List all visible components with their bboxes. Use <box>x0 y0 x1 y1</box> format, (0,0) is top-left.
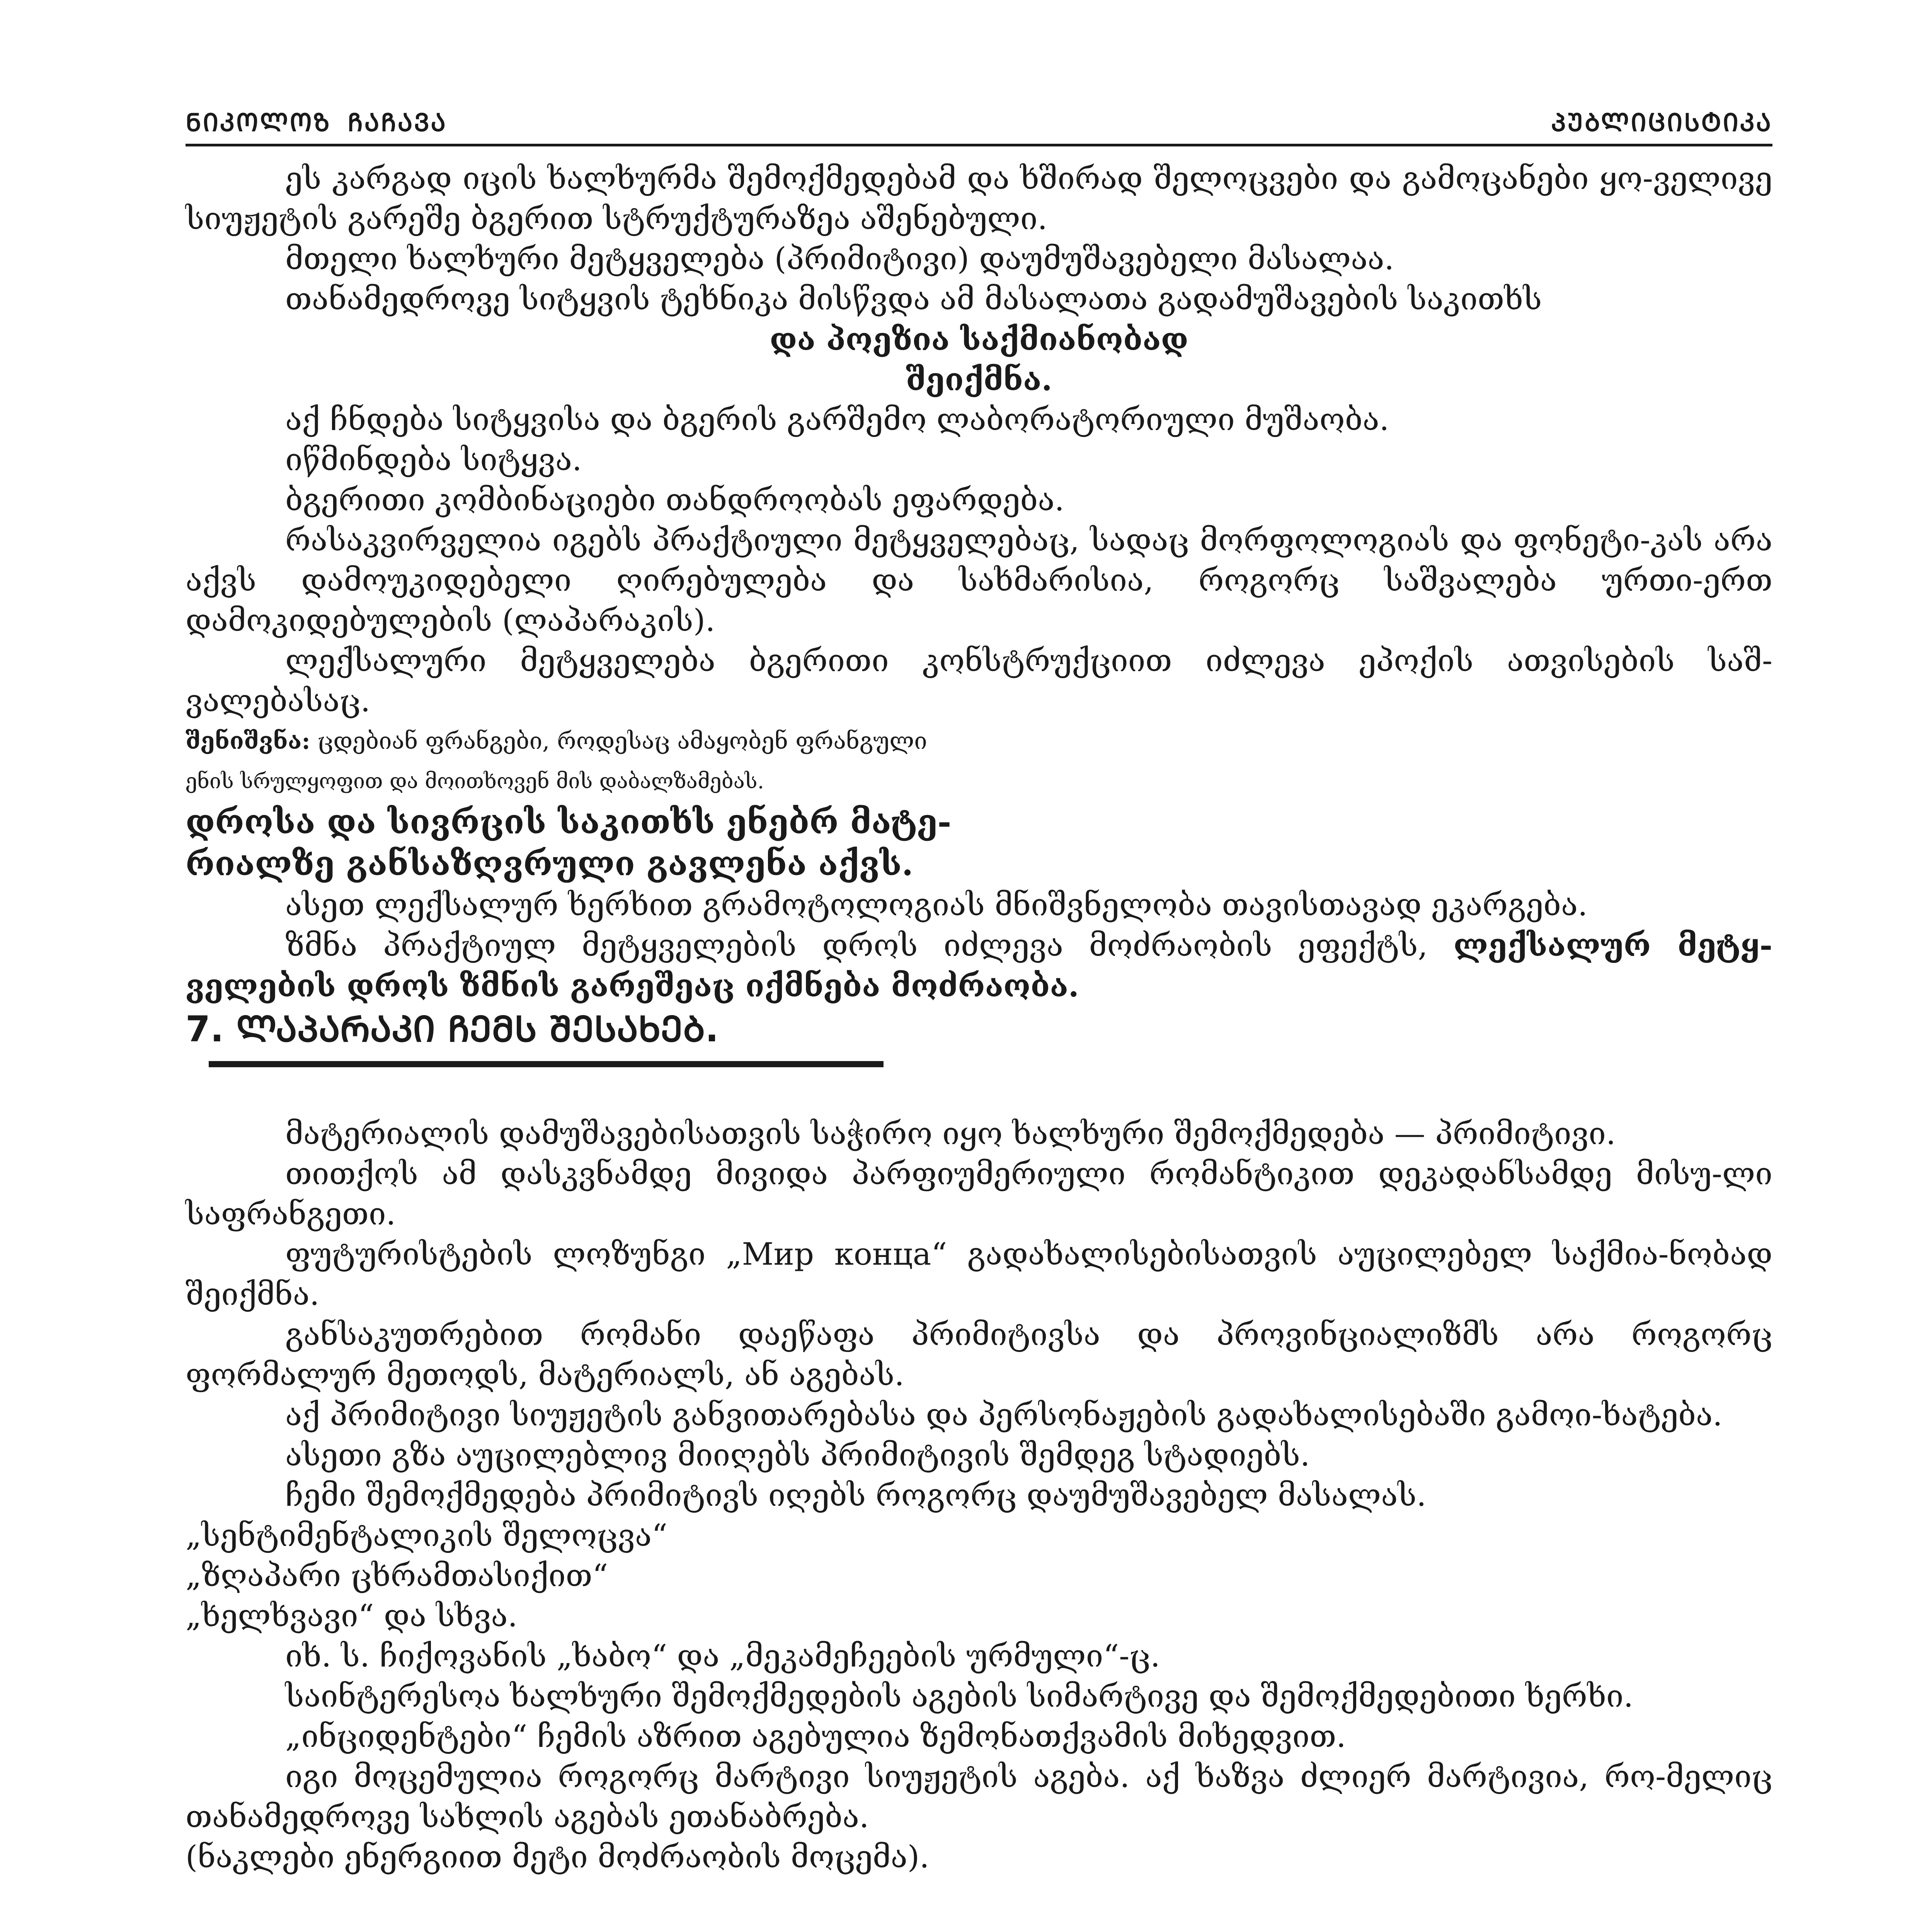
paragraph-bold-part: ლექსალურ მეტყ-ველების დროს ზმნის გარეშეაც იქმნება მოძრაობა. <box>186 927 1772 1004</box>
bold-centered-line: შეიქმნა. <box>906 361 1052 398</box>
note-label: შენიშვნა: <box>186 728 310 755</box>
paragraph-normal-part: ზმნა პრაქტიულ მეტყველების დროს იძლევა მოძრაობის ეფექტს, <box>285 927 1428 963</box>
note-text: ცდებიან ფრანგები, როდესაც ამაყობენ ფრანგული <box>317 728 927 755</box>
quoted-title: „ზღაპარი ცხრამთასიქით“ <box>186 1558 608 1594</box>
quoted-title: „სენტიმენტალიკის შელოცვა“ <box>186 1517 668 1553</box>
paragraph: რასაკვირველია იგებს პრაქტიული მეტყველებაც, სადაც მორფოლოგიას და ფონეტი-კას არა აქვს დამოუკიდებელი ღირებულება და სახმარისია, როგორც საშვალება ურთი-ერთ დამოკიდებულების (ლაპარაკის). <box>186 522 1772 638</box>
paragraph: მატერიალის დამუშავებისათვის საჭირო იყო ხალხური შემოქმედება — პრიმიტივი. <box>285 1116 1616 1151</box>
paragraph: განსაკუთრებით რომანი დაეწაფა პრიმიტივსა და პროვინციალიზმს არა როგორც ფორმალურ მეთოდს, მატერიალს, ან აგებას. <box>186 1316 1772 1393</box>
note <box>186 721 1772 761</box>
paragraph: „ინციდენტები“ ჩემის აზრით აგებულია ზემონათქვამის მიხედვით. <box>285 1718 1346 1754</box>
paragraph: ჩემი შემოქმედება პრიმიტივს იღებს როგორც დაუმუშავებელ მასალას. <box>285 1477 1427 1513</box>
paragraph: იხ. ს. ჩიქოვანის „ხაბო“ და „მეკამეჩეების ურმული“-ც. <box>285 1638 1160 1674</box>
paragraph: ასეთ ლექსალურ ხერხით გრამოტოლოგიას მნიშვნელობა თავისთავად ეკარგება. <box>285 887 1588 923</box>
note-text-line2: ენის სრულყოფით და მოითხოვენ მის დაბალზამებას. <box>186 769 764 793</box>
note-bold-line: დროსა და სივრცის საკითხს ენებრ მატე- <box>186 803 952 842</box>
paragraph: აქ ჩნდება სიტყვისა და ბგერის გარშემო ლაბორატორიული მუშაობა. <box>285 401 1389 437</box>
section-heading: 7. ᲚᲐᲞᲐᲠᲐᲙᲘ ᲩᲔᲛᲡ ᲨᲔᲡᲐᲮᲔᲑ. <box>186 1009 719 1050</box>
paragraph: საინტერესოა ხალხური შემოქმედების აგების სიმარტივე და შემოქმედებითი ხერხი. <box>285 1678 1634 1714</box>
bold-centered-line: და პოეზია საქმიანობად <box>770 321 1188 357</box>
paragraph: ფუტურისტების ლოზუნგი „Мир конца“ გადახალისებისათვის აუცილებელ საქმია-ნობად შეიქმნა. <box>186 1236 1772 1312</box>
quoted-title: „ხელხვავი“ და სხვა. <box>186 1598 518 1634</box>
paragraph: ლექსალური მეტყველება ბგერითი კონსტრუქციით იძლევა ეპოქის ათვისების საშ-ვალებასაც. <box>186 643 1772 719</box>
header-section: ᲞᲣᲑᲚᲘᲪᲘᲡᲢᲘᲙᲐ <box>1551 109 1772 137</box>
paragraph: თანამედროვე სიტყვის ტეხნიკა მისწვდა ამ მასალათა გადამუშავების საკითხს <box>285 281 1542 317</box>
paragraph: იწმინდება სიტყვა. <box>285 442 582 478</box>
paragraph: ბგერითი კომბინაციები თანდროობას ეფარდება. <box>285 482 1064 518</box>
running-header <box>186 90 1772 146</box>
paragraph: მთელი ხალხური მეტყველება (პრიმიტივი) დაუმუშავებელი მასალაა. <box>285 241 1394 277</box>
parenthetical-line: (ნაკლები ენერგიით მეტი მოძრაობის მოცემა). <box>186 1839 930 1875</box>
paragraph: აქ პრიმიტივი სიუჟეტის განვითარებასა და პერსონაჟების გადახალისებაში გამოი-ხატება. <box>285 1397 1723 1433</box>
paragraph-mixed <box>186 925 1772 1006</box>
body-text <box>186 158 1772 1877</box>
section-underline <box>209 1061 884 1067</box>
paragraph: ეს კარგად იცის ხალხურმა შემოქმედებამ და ხშირად შელოცვები და გამოცანები ყო-ველივე სიუჟეტის გარეშე ბგერით სტრუქტურაზეა აშენებული. <box>186 160 1772 236</box>
paragraph: ასეთი გზა აუცილებლივ მიიღებს პრიმიტივის შემდეგ სტადიებს. <box>285 1437 1310 1473</box>
paragraph: თითქოს ამ დასკვნამდე მივიდა პარფიუმერიული რომანტიკით დეკადანსამდე მისუ-ლი საფრანგეთი. <box>186 1156 1772 1232</box>
header-author: ᲜᲘᲙᲝᲚᲝᲖ ᲩᲐᲩᲐᲕᲐ <box>186 109 448 137</box>
paragraph: იგი მოცემულია როგორც მარტივი სიუჟეტის აგება. აქ ხაზვა ძლიერ მარტივია, რო-მელიც თანამედროვე სახლის აგებას ეთანაბრება. <box>186 1759 1772 1835</box>
note-bold-line: რიალზე განსაზღვრული გავლენა აქვს. <box>186 844 913 883</box>
